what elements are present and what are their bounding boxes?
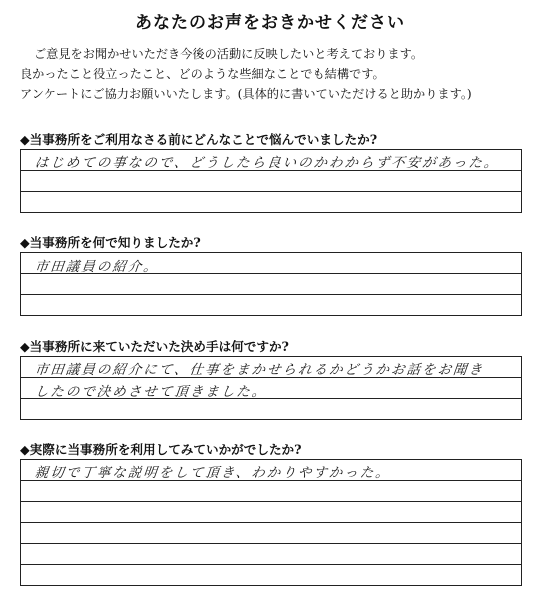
ruled-line xyxy=(21,585,521,586)
ruled-line xyxy=(21,294,521,295)
ruled-line xyxy=(21,522,521,523)
page-title: あなたのお声をおきかせください xyxy=(135,13,405,33)
ruled-line xyxy=(21,252,521,253)
answer-box[interactable] xyxy=(20,459,522,586)
question-section-source xyxy=(20,233,522,316)
question-label: ◆当事務所を何で知りましたか? xyxy=(20,235,201,250)
answer-box[interactable] xyxy=(20,252,522,316)
ruled-line xyxy=(21,191,521,192)
ruled-line xyxy=(21,212,521,213)
answer-box[interactable] xyxy=(20,149,522,213)
ruled-line xyxy=(21,543,521,544)
question-label: ◆当事務所に来ていただいた決め手は何ですか? xyxy=(20,339,289,354)
handwritten-answer: はじめての事なので、どうしたら良いのかわからず不安があった。 xyxy=(33,155,501,171)
handwritten-answer: 親切で丁寧な説明をして頂き、わかりやすかった。 xyxy=(33,465,392,481)
question-label: ◆当事務所をご利用なさる前にどんなことで悩んでいましたか? xyxy=(20,132,378,147)
intro-line: ご意見をお聞かせいただき今後の活動に反映したいと考えております。 xyxy=(34,47,424,61)
intro-line: アンケートにご協力お願いいたします。(具体的に書いていただけると助かります。) xyxy=(20,87,472,101)
ruled-line xyxy=(21,356,521,357)
question-section-worries xyxy=(20,130,522,213)
intro-line: 良かったこと役立ったこと、どのような些細なことでも結構です。 xyxy=(20,67,385,81)
ruled-line xyxy=(21,564,521,565)
question-section-experience xyxy=(20,440,522,586)
question-label: ◆実際に当事務所を利用してみていかがでしたか? xyxy=(20,442,302,457)
ruled-line xyxy=(21,419,521,420)
handwritten-answer: 市田議員の紹介。 xyxy=(33,259,160,275)
ruled-line xyxy=(21,149,521,150)
intro-text xyxy=(20,44,530,104)
ruled-line xyxy=(21,501,521,502)
ruled-line xyxy=(21,315,521,316)
ruled-line xyxy=(21,459,521,460)
answer-box[interactable] xyxy=(20,356,522,420)
question-section-deciding-factor xyxy=(20,337,522,420)
handwritten-answer: したので決めさせて頂きました。 xyxy=(33,384,269,400)
handwritten-answer: 市田議員の紹介にて、仕事をまかせられるかどうかお話をお聞き xyxy=(33,362,485,378)
